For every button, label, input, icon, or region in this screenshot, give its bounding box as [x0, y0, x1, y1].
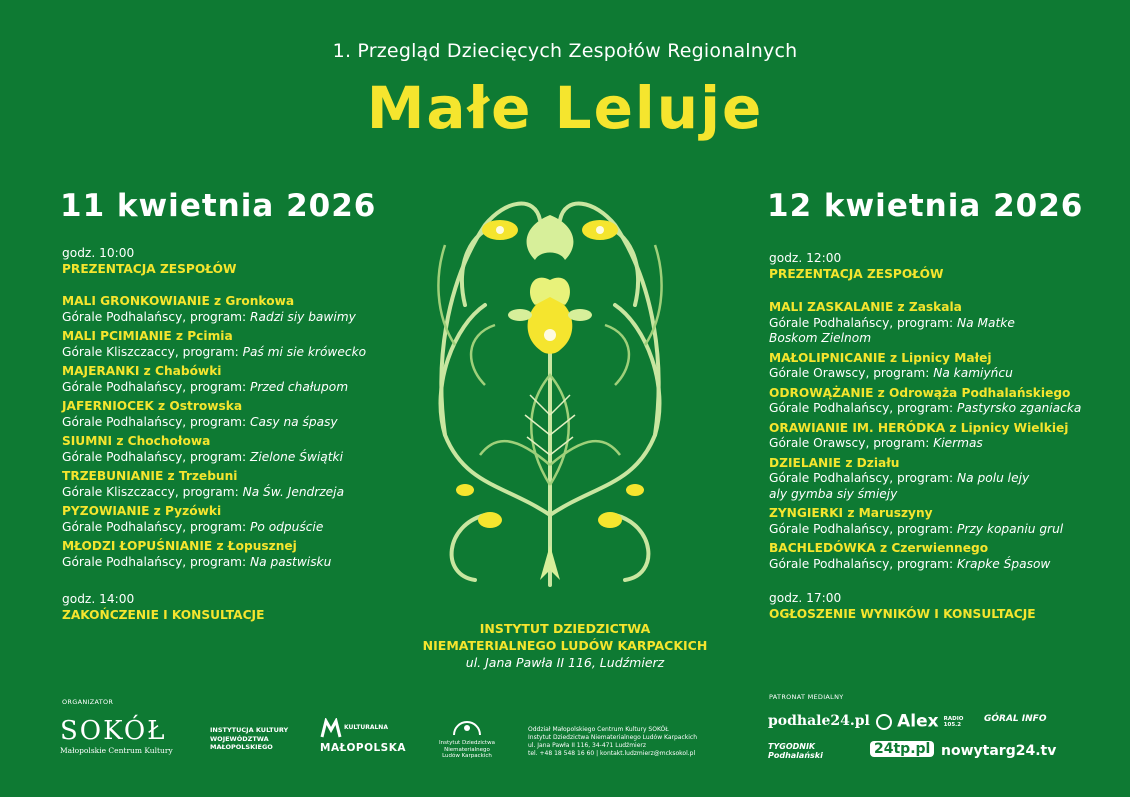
left-caption-1: PREZENTACJA ZESPOŁÓW [62, 261, 237, 276]
contact-address: Oddział Małopolskiego Centrum Kultury SOKÓŁ Instytut Dziedzictwa Niematerialnego Ludów Karpackich ul. Jana Pawła II 116, 34-471 Ludźmierz tel. +48 18 548 16 60 | kontakt.ludzmierz@mcksokol.pl [528, 726, 698, 757]
right-time-1: godz. 12:00 [769, 251, 842, 265]
list-item: PYZOWIANIE z Pyzówki Górale Podhalańscy, program: Po odpuście [62, 504, 324, 534]
list-item: MALI PCIMIANIE z Pcimia Górale Kliszczaccy, program: Paś mi sie krówecko [62, 329, 367, 359]
sokol-logo-text: SOKÓŁ [60, 716, 167, 746]
kulturalna-m-icon [320, 718, 342, 738]
idn-emblem-icon [452, 718, 482, 736]
media-goral-info: GÓRAL INFO [984, 714, 1047, 724]
list-item: JAFERNIOCEK z Ostrowska Górale Podhalańscy, program: Casy na śpasy [62, 399, 338, 429]
right-caption-2: OGŁOSZENIE WYNIKÓW I KONSULTACJE [769, 606, 1036, 621]
organizer-label: ORGANIZATOR [62, 698, 114, 706]
left-time-2: godz. 14:00 [62, 592, 135, 606]
list-item: MAJERANKI z Chabówki Górale Podhalańscy, program: Przed chałupom [62, 364, 349, 394]
left-date-heading: 11 kwietnia 2026 [60, 188, 377, 224]
media-nowytarg24: nowytarg24.tv [941, 743, 1057, 759]
institution-label: INSTYTUCJA KULTURY WOJEWÓDZTWA MAŁOPOLSKIEGO [210, 726, 289, 751]
venue-block [400, 620, 730, 671]
list-item: MALI GRONKOWIANIE z Gronkowa Górale Podhalańscy, program: Radzi siy bawimy [62, 294, 356, 324]
page-title: Małe Leluje [366, 74, 764, 142]
kulturalna-malopolska-logo: KULTURALNA MAŁOPOLSKA [320, 718, 400, 754]
list-item: BACHLEDÓWKA z Czerwiennego Górale Podhalańscy, program: Krapke Śpasow [769, 541, 1051, 571]
list-item: MAŁOLIPNICANIE z Lipnicy Małej Górale Orawscy, program: Na kamiyńcu [769, 350, 1013, 380]
right-date-heading: 12 kwietnia 2026 [767, 188, 1084, 224]
sokol-logo-sub: Małopolskie Centrum Kultury [60, 746, 173, 755]
subtitle: 1. Przegląd Dziecięcych Zespołów Regionalnych [332, 40, 798, 62]
right-group-list [769, 300, 1099, 572]
list-item: MALI ZASKALANIE z Zaskala Górale Podhalańscy, program: Na Matke Boskom Zielnom [769, 300, 1015, 345]
media-alex: Alex RADIO 105.2 [876, 711, 970, 732]
sokol-logo [60, 716, 173, 755]
idn-logo: Instytut Dziedzictwa Niematerialnego Ludów Karpackich [432, 718, 502, 760]
list-item: TRZEBUNIANIE z Trzebuni Górale Kliszczaccy, program: Na Św. Jendrzeja [62, 469, 345, 499]
venue-line-1: INSTYTUT DZIEDZICTWA [479, 621, 651, 636]
list-item: MŁODZI ŁOPUŚNIANIE z Łopusznej Górale Podhalańscy, program: Na pastwisku [62, 539, 332, 569]
right-caption-1: PREZENTACJA ZESPOŁÓW [769, 266, 944, 281]
left-caption-2: ZAKOŃCZENIE I KONSULTACJE [62, 607, 265, 622]
alex-icon [876, 714, 892, 730]
right-time-2: godz. 17:00 [769, 591, 842, 605]
list-item: ODROWĄŻANIE z Odrowąża Podhalańskiego Górale Podhalańscy, program: Pastyrsko zganiacka [769, 385, 1082, 415]
list-item: DZIELANIE z Działu Górale Podhalańscy, program: Na polu lejy aly gymba siy śmiejy [769, 455, 1030, 501]
left-time-1: godz. 10:00 [62, 246, 135, 260]
list-item: ORAWIANIE IM. HERÓDKA z Lipnicy Wielkiej Górale Orawscy, program: Kiermas [769, 420, 1069, 450]
media-24tp: 24tp.pl [870, 741, 934, 757]
venue-address: ul. Jana Pawła II 116, Ludźmierz [465, 655, 665, 670]
list-item: ZYNGIERKI z Maruszyny Górale Podhalańscy, program: Przy kopaniu grul [769, 506, 1064, 536]
list-item: SIUMNI z Chochołowa Górale Podhalańscy, program: Zielone Świątki [62, 434, 344, 464]
venue-line-2: NIEMATERIALNEGO LUDÓW KARPACKICH [422, 638, 708, 653]
patronage-label: PATRONAT MEDIALNY [769, 693, 844, 701]
media-podhale24: podhale24.pl [768, 713, 870, 729]
right-program [769, 251, 1099, 622]
left-group-list [62, 294, 382, 570]
media-tygodnik: TYGODNIK Podhalański [768, 742, 823, 760]
left-program [62, 246, 382, 623]
floral-ornament [425, 185, 675, 595]
